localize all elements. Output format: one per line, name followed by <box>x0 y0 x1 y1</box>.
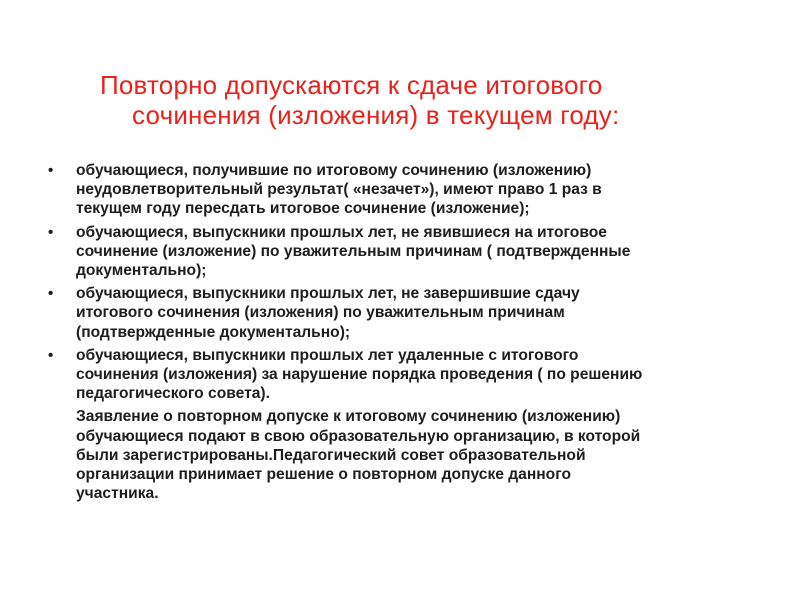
note-line: участника. <box>76 485 159 503</box>
note-line: обучающиеся подают в свою образовательную организацию, в которой <box>76 427 641 445</box>
bullet-icon: • <box>48 285 54 303</box>
list-item-line: педагогического совета). <box>76 385 270 403</box>
list-item-line: текущем году пересдать итоговое сочинение (изложение); <box>76 200 530 218</box>
bullet-icon: • <box>48 162 54 179</box>
note-line: Заявление о повторном допуске к итоговому сочинению (изложению) <box>76 408 621 426</box>
list-item <box>48 223 748 281</box>
bullet-icon: • <box>48 223 54 241</box>
slide-title-line-2: сочинения (изложения) в текущем году: <box>132 100 620 130</box>
list-item-line: неудовлетворительный результат( «незачет»), имеют право 1 раз в <box>76 181 602 199</box>
note-line: организации принимает решение о повторном допуске данного <box>76 466 572 484</box>
list-item-line: обучающиеся, получившие по итоговому сочинению (изложению) <box>76 162 592 179</box>
slide-title <box>100 70 760 130</box>
bullet-icon: • <box>48 346 54 364</box>
list-item <box>48 284 748 342</box>
list-item-line: сочинения (изложения) за нарушение порядка проведения ( по решению <box>76 366 643 384</box>
list-item-line: сочинение (изложение) по уважительным причинам ( подтвержденные <box>76 242 631 260</box>
list-item-line: документально); <box>76 262 207 280</box>
criteria-list <box>48 161 748 507</box>
application-note <box>48 407 748 503</box>
list-item <box>48 346 748 404</box>
list-item-line: обучающиеся, выпускники прошлых лет, не явившиеся на итоговое <box>76 223 607 241</box>
slide-title-line-1: Повторно допускаются к сдаче итогового <box>100 70 603 100</box>
note-line: были зарегистрированы.Педагогический совет образовательной <box>76 446 586 464</box>
list-item <box>48 161 748 219</box>
list-item-line: (подтвержденные документально); <box>76 323 351 341</box>
list-item-line: итогового сочинения (изложения) по уважительным причинам <box>76 304 565 322</box>
list-item-line: обучающиеся, выпускники прошлых лет, не завершившие сдачу <box>76 285 580 303</box>
list-item-line: обучающиеся, выпускники прошлых лет удаленные с итогового <box>76 346 579 364</box>
